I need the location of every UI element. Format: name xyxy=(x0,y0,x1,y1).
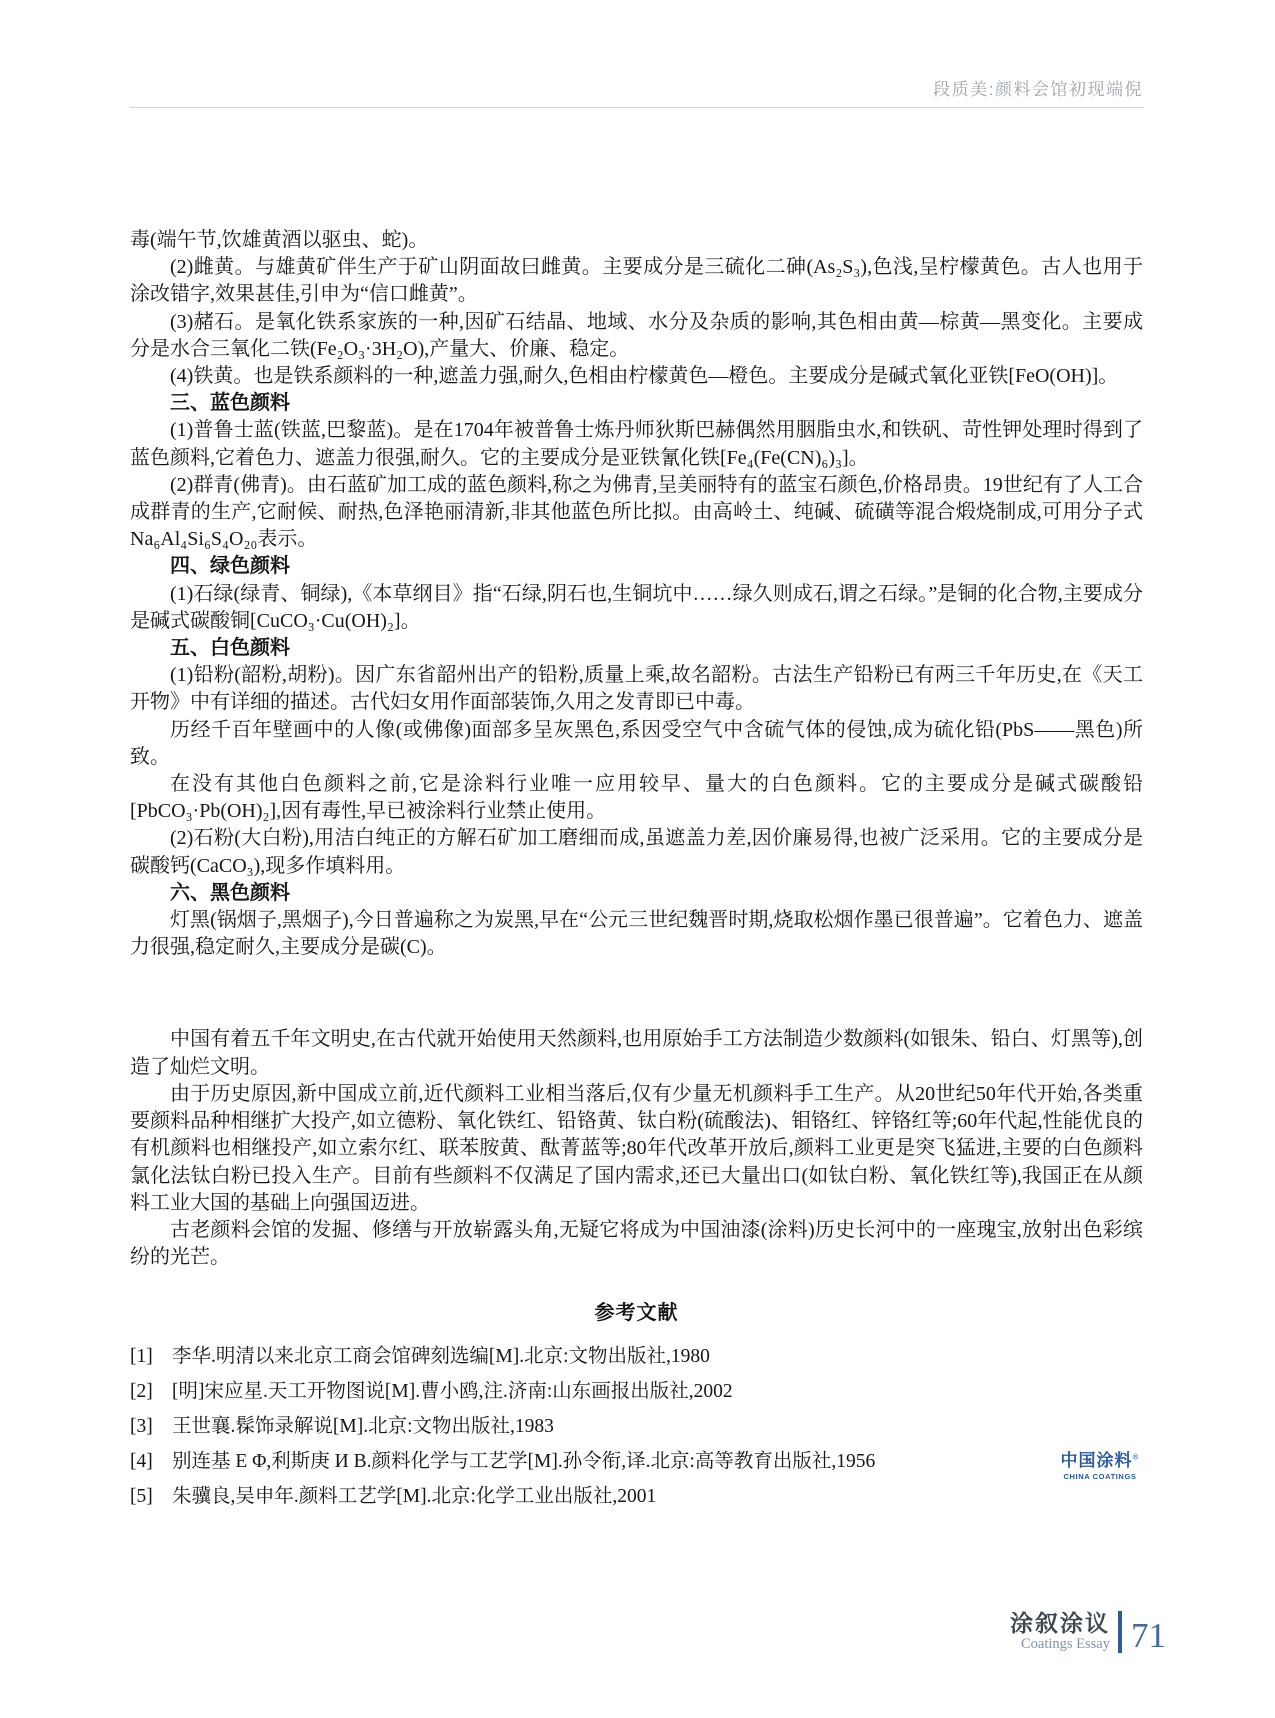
body-paragraph: (3)赭石。是氧化铁系家族的一种,因矿石结晶、地域、水分及杂质的影响,其色相由黄—棕黄—黑变化。主要成分是水合三氧化二铁(Fe₂O₃·3H₂O),产量大、价廉、稳定。 xyxy=(130,310,1143,360)
reference-item xyxy=(130,1378,1143,1405)
body-paragraph: (2)雌黄。与雄黄矿伴生产于矿山阴面故曰雌黄。主要成分是三硫化二砷(As₂S₃),色浅,呈柠檬黄色。古人也用于涂改错字,效果甚佳,引申为“信口雌黄”。 xyxy=(130,256,1143,306)
footer-section-en: Coatings Essay xyxy=(1020,1636,1110,1652)
footer-section-labels xyxy=(1010,1610,1110,1653)
footer-section-cn: 涂叙涂议 xyxy=(1010,1610,1110,1636)
body-paragraph: (2)石粉(大白粉),用洁白纯正的方解石矿加工磨细而成,虽遮盖力差,因价廉易得,也被广泛采用。它的主要成分是碳酸钙(CaCO₃),现多作填料用。 xyxy=(130,827,1143,877)
body-paragraph: 毒(端午节,饮雄黄酒以驱虫、蛇)。 xyxy=(130,229,429,251)
body-paragraph: (1)普鲁士蓝(铁蓝,巴黎蓝)。是在1704年被普鲁士炼丹师狄斯巴赫偶然用胭脂虫水,和铁矾、苛性钾处理时得到了蓝色颜料,它着色力、遮盖力很强,耐久。它的主要成分是亚铁氰化铁[Fe₄(Fe(CN)₆)₃]。 xyxy=(130,419,1143,469)
page-number: 71 xyxy=(1131,1616,1166,1655)
body-paragraph: 在没有其他白色颜料之前,它是涂料行业唯一应用较早、量大的白色颜料。它的主要成分是碱式碳酸铅[PbCO₃·Pb(OH)₂],因有毒性,早已被涂料行业禁止使用。 xyxy=(130,773,1143,823)
article-body xyxy=(130,227,1143,1271)
references-title: 参考文献 xyxy=(594,1302,679,1324)
reference-text: 李华.明清以来北京工商会馆碑刻选编[M].北京:文物出版社,1980 xyxy=(172,1346,710,1367)
body-paragraph: 古老颜料会馆的发掘、修缮与开放崭露头角,无疑它将成为中国油漆(涂料)历史长河中的一座瑰宝,放射出色彩缤纷的光芒。 xyxy=(130,1218,1143,1269)
reference-label: [2] xyxy=(130,1381,153,1402)
section-heading: 六、黑色颜料 xyxy=(170,881,290,904)
logo-cn-text: 中国涂料® xyxy=(1060,1451,1140,1470)
body-paragraph: 历经千百年壁画中的人像(或佛像)面部多呈灰黑色,系因受空气中含硫气体的侵蚀,成为硫化铅(PbS——黑色)所致。 xyxy=(130,718,1143,768)
reference-label: [4] xyxy=(130,1451,153,1472)
section-heading: 三、蓝色颜料 xyxy=(170,392,290,415)
body-paragraph: (1)铅粉(韶粉,胡粉)。因广东省韶州出产的铅粉,质量上乘,故名韶粉。古法生产铅粉已有两三千年历史,在《天工开物》中有详细的描述。古代妇女用作面部装饰,久用之发青即已中毒。 xyxy=(130,664,1143,714)
spacer xyxy=(130,961,1143,1026)
references-section xyxy=(130,1300,1143,1518)
logo-en-text: CHINA COATINGS xyxy=(1063,1472,1137,1481)
china-coatings-logo xyxy=(1060,1446,1140,1481)
running-header xyxy=(130,0,1143,108)
reference-text: 别连基 Ε Φ,利斯庚 И В.颜料化学与工艺学[M].孙令衔,译.北京:高等教育出版社,1956 xyxy=(172,1451,876,1472)
running-header-title: 段质美:颜料会馆初现端倪 xyxy=(933,80,1143,99)
body-paragraph: 灯黑(锅烟子,黑烟子),今日普遍称之为炭黑,早在“公元三世纪魏晋时期,烧取松烟作墨已很普遍”。它着色力、遮盖力很强,稳定耐久,主要成分是碳(C)。 xyxy=(130,909,1143,959)
reference-label: [3] xyxy=(130,1416,153,1437)
reference-text: [明]宋应星.天工开物图说[M].曹小鸥,注.济南:山东画报出版社,2002 xyxy=(172,1381,733,1402)
footer-divider-bar xyxy=(1118,1611,1122,1653)
registered-trademark-icon: ® xyxy=(1132,1452,1140,1462)
body-paragraph: (4)铁黄。也是铁系颜料的一种,遮盖力强,耐久,色相由柠檬黄色—橙色。主要成分是碱式氧化亚铁[FeO(OH)]。 xyxy=(170,365,1119,388)
section-heading: 四、绿色颜料 xyxy=(170,555,290,578)
reference-item xyxy=(130,1483,1143,1510)
body-paragraph: (2)群青(佛青)。由石蓝矿加工成的蓝色颜料,称之为佛青,呈美丽特有的蓝宝石颜色,价格昂贵。19世纪有了人工合成群青的生产,它耐候、耐热,色泽艳丽清新,非其他蓝色所比拟。由高岭土、纯碱、硫磺等混合煅烧制成,可用分子式Na₆Al₄Si₆S₄O₂₀表示。 xyxy=(130,473,1143,551)
reference-item xyxy=(130,1413,1143,1440)
reference-item xyxy=(130,1343,1143,1370)
reference-text: 朱骥良,吴申年.颜料工艺学[M].北京:化学工业出版社,2001 xyxy=(172,1486,657,1507)
page-footer xyxy=(1010,1610,1166,1653)
reference-text: 王世襄.髹饰录解说[M].北京:文物出版社,1983 xyxy=(172,1416,554,1437)
reference-label: [1] xyxy=(130,1346,153,1367)
body-paragraph: 由于历史原因,新中国成立前,近代颜料工业相当落后,仅有少量无机颜料手工生产。从20世纪50年代开始,各类重要颜料品种相继扩大投产,如立德粉、氧化铁红、铅铬黄、钛白粉(硫酸法)、钼铬红、锌铬红等;60年代起,性能优良的有机颜料也相继投产,如立索尔红、联苯胺黄、酞菁蓝等;80年代改革开放后,颜料工业更是突飞猛进,主要的白色颜料氯化法钛白粉已投入生产。目前有些颜料不仅满足了国内需求,还已大量出口(如钛白粉、氧化铁红等),我国正在从颜料工业大国的基础上向强国迈进。 xyxy=(130,1082,1143,1214)
body-paragraph: 中国有着五千年文明史,在古代就开始使用天然颜料,也用原始手工方法制造少数颜料(如银朱、铅白、灯黑等),创造了灿烂文明。 xyxy=(130,1028,1143,1078)
section-heading: 五、白色颜料 xyxy=(170,637,290,660)
reference-label: [5] xyxy=(130,1486,153,1507)
reference-list xyxy=(130,1343,1143,1510)
reference-item xyxy=(130,1448,1143,1475)
body-paragraph: (1)石绿(绿青、铜绿),《本草纲目》指“石绿,阴石也,生铜坑中……绿久则成石,谓之石绿。”是铜的化合物,主要成分是碱式碳酸铜[CuCO₃·Cu(OH)₂]。 xyxy=(130,582,1143,632)
